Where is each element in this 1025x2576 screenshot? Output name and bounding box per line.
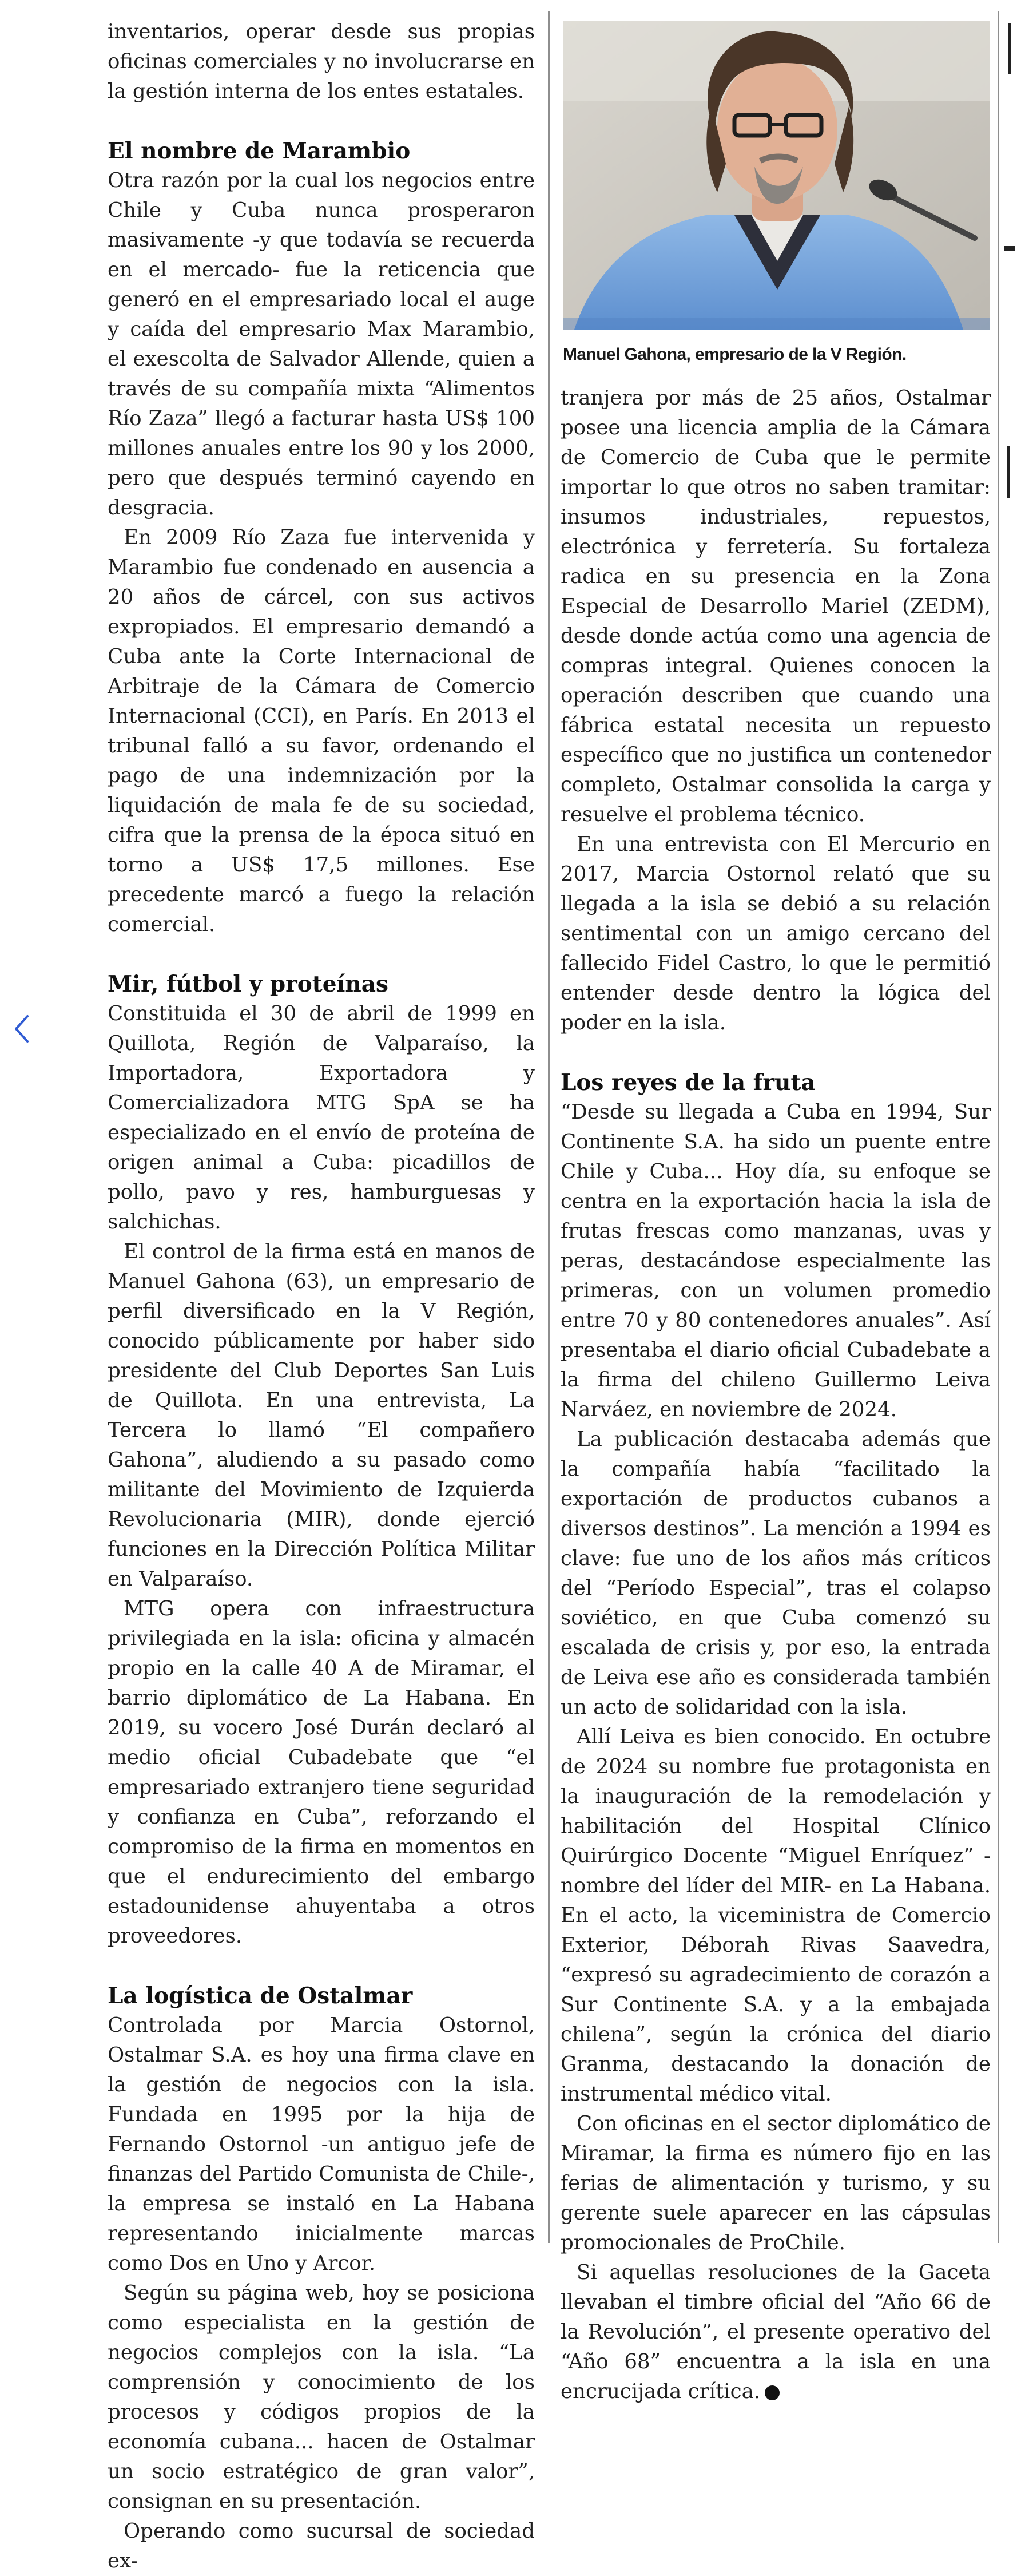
- paragraph: En 2009 Río Zaza fue intervenida y Marambio fue condenado en ausencia a 20 años de cárcel, con sus activos expropiados. El empresario demandó a Cuba ante la Corte Internacional de Arbitraje de la Cámara de Comercio Internacional (CCI), en París. En 2013 el tribunal falló a su favor, ordenando el pago de una indemnización por la liquidación de mala fe de su sociedad, cifra que la prensa de la época situó en torno a US$ 17,5 millones. Ese precedente marcó a fuego la relación comercial.: [108, 526, 535, 936]
- paragraph: El control de la firma está en manos de Manuel Gahona (63), un empresario de perfil diversificado en la V Región, conocido públicamente por haber sido presidente del Club Deportes San Luis de Quillota. En una entrevista, La Tercera lo llamó “El compañero Gahona”, aludiendo a su pasado como militante del Movimiento de Izquierda Revolucionaria (MIR), donde ejerció funciones en la Dirección Política Militar en Valparaíso.: [108, 1240, 535, 1591]
- paragraph: Operando como sucursal de sociedad ex-: [108, 2519, 535, 2573]
- back-arrow-icon[interactable]: [10, 1012, 33, 1046]
- next-page-edge: [1002, 0, 1025, 2280]
- paragraph-text: Si aquellas resoluciones de la Gaceta llevaban el timbre oficial del “Año 66 de la Revolución”, el presente operativo del “Año 68” encuentra a la isla en una encrucijada crítica.: [561, 2261, 991, 2403]
- section-heading: Mir, fútbol y proteínas: [108, 971, 388, 997]
- paragraph: Constituida el 30 de abril de 1999 en Quillota, Región de Valparaíso, la Importadora, Exportadora y Comercializadora MTG SpA se ha especializado en el envío de proteína de origen animal a Cuba: picadillos de pollo, pavo y res, hamburguesas y salchichas.: [108, 1002, 535, 1234]
- next-page-fragments: [1002, 0, 1025, 2280]
- column-divider: [548, 11, 550, 2243]
- right-article-column: [561, 383, 991, 2407]
- paragraph: En una entrevista con El Mercurio en 2017, Marcia Ostornol relató que su llegada a la isla se debió a su relación sentimental con un amigo cercano del fallecido Fidel Castro, lo que le permitió entender desde dentro la lógica del poder en la isla.: [561, 833, 991, 1035]
- paragraph: Con oficinas en el sector diplomático de Miramar, la firma es número fijo en las ferias de alimentación y turismo, y su gerente suele aparecer en las cápsulas promocionales de ProChile.: [561, 2112, 991, 2254]
- paragraph: Allí Leiva es bien conocido. En octubre de 2024 su nombre fue protagonista en la inauguración de la remodelación y habilitación del Hospital Clínico Quirúrgico Docente “Miguel Enríquez” -nombre del líder del MIR- en La Habana. En el acto, la viceministra de Comercio Exterior, Déborah Rivas Saavedra, “expresó su agradecimiento de corazón a Sur Continente S.A. y a la embajada chilena”, según la crónica del diario Granma, destacando la donación de instrumental médico vital.: [561, 1725, 991, 2106]
- photo-caption: Manuel Gahona, empresario de la V Región.: [563, 345, 907, 364]
- paragraph: Controlada por Marcia Ostornol, Ostalmar S.A. es hoy una firma clave en la gestión de negocios con la isla. Fundada en 1995 por la hija de Fernando Ostornol -un antiguo jefe de finanzas del Partido Comunista de Chile-, la empresa se instaló en La Habana representando inicialmente marcas como Dos en Uno y Arcor.: [108, 2014, 535, 2275]
- portrait-photo: [563, 21, 990, 330]
- paragraph: La publicación destacaba además que la compañía había “facilitado la exportación de productos cubanos a diversos destinos”. La mención a 1994 es clave: fue uno de los años más críticos del “Período Especial”, tras el colapso soviético, en que Cuba comenzó su escalada de crisis y, por eso, la entrada de Leiva ese año es considerada también un acto de solidaridad con la isla.: [561, 1428, 991, 1719]
- section-heading: El nombre de Marambio: [108, 138, 411, 164]
- column-divider: [998, 11, 999, 2243]
- paragraph: MTG opera con infraestructura privilegiada en la isla: oficina y almacén propio en la calle 40 A de Miramar, el barrio diplomático de La Habana. En 2019, su vocero José Durán declaró al medio oficial Cubadebate que “el empresariado extranjero tiene seguridad y confianza en Cuba”, reforzando el compromiso de la firma en momentos en que el endurecimiento del embargo estadounidense ahuyentaba a otros proveedores.: [108, 1597, 535, 1948]
- left-article-column: [108, 17, 535, 2576]
- section-heading: La logística de Ostalmar: [108, 1983, 413, 2009]
- article-end-icon: P: [765, 2385, 780, 2400]
- paragraph: “Desde su llegada a Cuba en 1994, Sur Continente S.A. ha sido un puente entre Chile y Cuba... Hoy día, su enfoque se centra en la exportación hacia la isla de frutas frescas como manzanas, uvas y peras, destacándose especialmente las primeras, con un volumen promedio entre 70 y 80 contenedores anuales”. Así presentaba el diario oficial Cubadebate a la firma del chileno Guillermo Leiva Narváez, en noviembre de 2024.: [561, 1100, 991, 1421]
- paragraph: inventarios, operar desde sus propias oficinas comerciales y no involucrarse en la gestión interna de los entes estatales.: [108, 20, 535, 103]
- paragraph: tranjera por más de 25 años, Ostalmar posee una licencia amplia de la Cámara de Comercio de Cuba que le permite importar lo que otros no saben tramitar: insumos industriales, repuestos, electrónica y ferretería. Su fortaleza radica en su presencia en la Zona Especial de Desarrollo Mariel (ZEDM), desde donde actúa como una agencia de compras integral. Quienes conocen la operación describen que cuando una fábrica estatal necesita un repuesto específico que no justifica un contenedor completo, Ostalmar consolida la carga y resuelve el problema técnico.: [561, 386, 991, 826]
- section-heading: Los reyes de la fruta: [561, 1069, 816, 1096]
- paragraph: [561, 2258, 991, 2407]
- paragraph: Según su página web, hoy se posiciona como especialista en la gestión de negocios complejos con la isla. “La comprensión y conocimiento de los procesos y códigos propios de la economía cubana... hacen de Ostalmar un socio estratégico de gran valor”, consignan en su presentación.: [108, 2281, 535, 2513]
- portrait-illustration: [563, 21, 990, 330]
- paragraph: Otra razón por la cual los negocios entre Chile y Cuba nunca prosperaron masivamente -y que todavía se recuerda en el mercado- fue la reticencia que generó en el empresariado local el auge y caída del empresario Max Marambio, el exescolta de Salvador Allende, quien a través de su compañía mixta “Alimentos Río Zaza” llegó a facturar hasta US$ 100 millones anuales entre los 90 y los 2000, pero que después terminó cayendo en desgracia.: [108, 169, 535, 520]
